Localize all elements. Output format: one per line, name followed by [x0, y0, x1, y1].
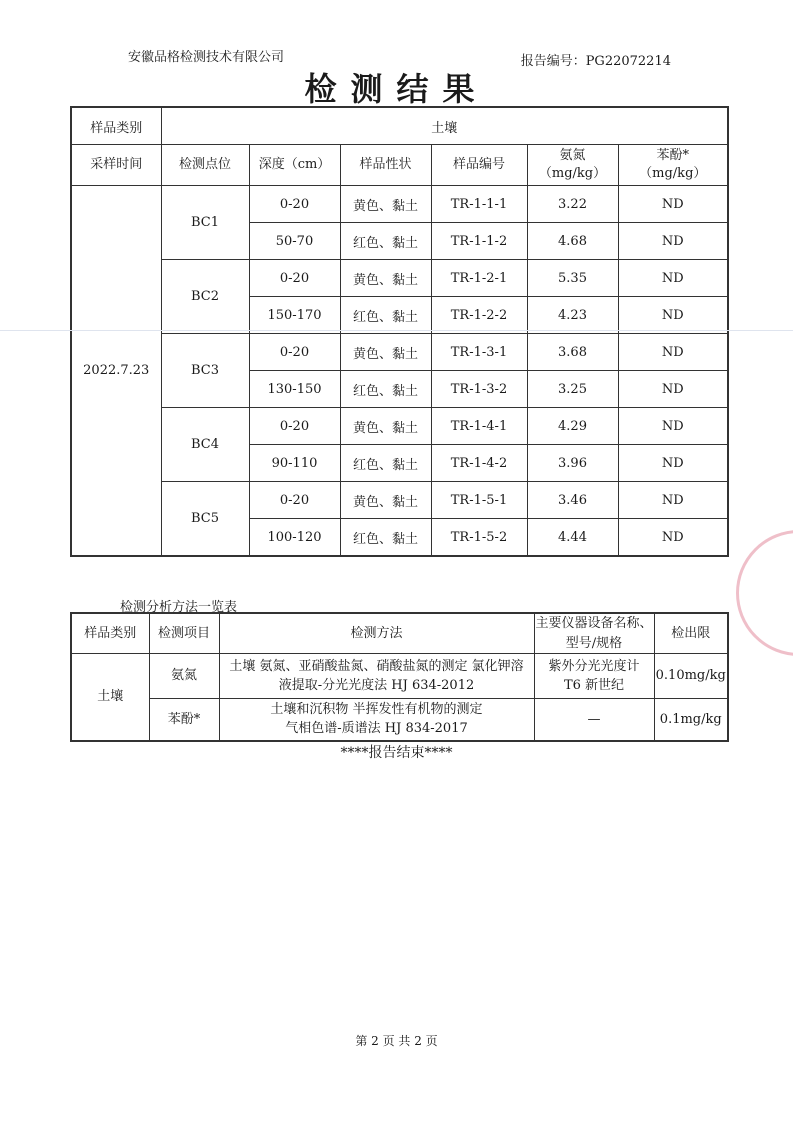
phenol-value-cell: ND — [618, 297, 728, 334]
col-header-point: 检测点位 — [161, 145, 249, 186]
ammonia-value-cell: 4.23 — [527, 297, 618, 334]
sample-no-cell: TR-1-4-2 — [431, 445, 527, 482]
col-header-nature: 样品性状 — [340, 145, 431, 186]
nature-cell: 黄色、黏土 — [340, 408, 431, 445]
company-name: 安徽品格检测技术有限公司 — [128, 50, 285, 65]
method-item-cell: 氨氮 — [149, 654, 219, 699]
method-text-cell — [219, 654, 534, 699]
depth-cell: 50-70 — [249, 223, 340, 260]
phenol-value-cell: ND — [618, 371, 728, 408]
phenol-value-cell: ND — [618, 445, 728, 482]
report-end-note: ****报告结束**** — [340, 745, 453, 761]
nature-cell: 红色、黏土 — [340, 445, 431, 482]
instrument-line2: T6 新世纪 — [563, 678, 625, 693]
results-table-body — [71, 107, 728, 556]
ammonia-value-cell: 4.29 — [527, 408, 618, 445]
phenol-value-cell: ND — [618, 223, 728, 260]
sample-no-cell: TR-1-1-2 — [431, 223, 527, 260]
ammonia-value-cell: 3.68 — [527, 334, 618, 371]
method-item-cell: 苯酚* — [149, 699, 219, 741]
phenol-label: 苯酚* — [656, 148, 690, 164]
depth-cell: 0-20 — [249, 334, 340, 371]
sample-no-cell: TR-1-5-2 — [431, 519, 527, 557]
phenol-value-cell: ND — [618, 408, 728, 445]
phenol-unit: （mg/kg） — [639, 166, 707, 181]
ammonia-value-cell: 3.25 — [527, 371, 618, 408]
ammonia-value-cell: 4.68 — [527, 223, 618, 260]
phenol-value-cell: ND — [618, 482, 728, 519]
ammonia-value-cell: 3.22 — [527, 186, 618, 223]
category-row — [71, 107, 728, 145]
company-seal-stamp — [736, 530, 793, 656]
sampling-point-cell: BC3 — [161, 334, 249, 408]
phenol-value-cell: ND — [618, 334, 728, 371]
page-title: 检测结果 — [304, 70, 489, 108]
method-line2: 气相色谱-质谱法 HJ 834-2017 — [285, 721, 468, 737]
methods-category-cell: 土壤 — [71, 654, 149, 741]
category-label: 样品类别 — [71, 107, 161, 145]
instrument-cell — [534, 654, 654, 699]
nature-cell: 红色、黏土 — [340, 371, 431, 408]
methods-header-item: 检测项目 — [149, 613, 219, 654]
phenol-value-cell: ND — [618, 519, 728, 557]
depth-cell: 100-120 — [249, 519, 340, 557]
sampling-point-cell: BC1 — [161, 186, 249, 260]
depth-cell: 90-110 — [249, 445, 340, 482]
instrument-cell — [534, 699, 654, 741]
methods-header-instrument — [534, 613, 654, 654]
instrument-line1: 紫外分光光度计 — [548, 658, 640, 674]
sampling-point-cell: BC5 — [161, 482, 249, 557]
limit-cell: 0.1mg/kg — [654, 699, 728, 741]
sample-no-cell: TR-1-4-1 — [431, 408, 527, 445]
method-line1: 土壤 氨氮、亚硝酸盐氮、硝酸盐氮的测定 氯化钾溶 — [229, 658, 524, 674]
instrument-line1: — — [587, 711, 601, 727]
depth-cell: 130-150 — [249, 371, 340, 408]
sampling-point-cell: BC2 — [161, 260, 249, 334]
data-row — [71, 186, 728, 223]
limit-cell: 0.10mg/kg — [654, 654, 728, 699]
nature-cell: 黄色、黏土 — [340, 186, 431, 223]
nature-cell: 黄色、黏土 — [340, 334, 431, 371]
results-table — [70, 106, 729, 557]
col-header-depth: 深度（cm） — [249, 145, 340, 186]
methods-header-method: 检测方法 — [219, 613, 534, 654]
nature-cell: 黄色、黏土 — [340, 260, 431, 297]
methods-row — [71, 699, 728, 741]
data-row — [71, 260, 728, 297]
depth-cell: 0-20 — [249, 408, 340, 445]
nature-cell: 红色、黏土 — [340, 297, 431, 334]
sampling-date-cell: 2022.7.23 — [71, 186, 161, 557]
methods-header-row — [71, 613, 728, 654]
methods-title: 检测分析方法一览表 — [120, 600, 238, 615]
report-number: 报告编号：PG22072214 — [520, 54, 671, 69]
column-header-row — [71, 145, 728, 186]
ammonia-value-cell: 5.35 — [527, 260, 618, 297]
method-line1: 土壤和沉积物 半挥发性有机物的测定 — [270, 701, 483, 717]
category-value: 土壤 — [161, 107, 728, 145]
depth-cell: 150-170 — [249, 297, 340, 334]
ammonia-value-cell: 4.44 — [527, 519, 618, 557]
method-line2: 液提取-分光光度法 HJ 634-2012 — [278, 678, 475, 693]
method-text-cell — [219, 699, 534, 741]
sample-no-cell: TR-1-5-1 — [431, 482, 527, 519]
page-number: 第 2 页 共 2 页 — [355, 1034, 438, 1048]
col-header-sample-no: 样品编号 — [431, 145, 527, 186]
scan-artifact-line — [0, 330, 793, 331]
col-header-date: 采样时间 — [71, 145, 161, 186]
instrument-header-line1: 主要仪器设备名称、 — [535, 616, 653, 631]
nature-cell: 黄色、黏土 — [340, 482, 431, 519]
ammonia-unit: （mg/kg） — [538, 166, 607, 181]
phenol-value-cell: ND — [618, 186, 728, 223]
instrument-header-line2: 型号/规格 — [565, 635, 623, 651]
sampling-point-cell: BC4 — [161, 408, 249, 482]
sample-no-cell: TR-1-2-2 — [431, 297, 527, 334]
sample-no-cell: TR-1-3-2 — [431, 371, 527, 408]
sample-no-cell: TR-1-2-1 — [431, 260, 527, 297]
phenol-value-cell: ND — [618, 260, 728, 297]
ammonia-label: 氨氮 — [559, 148, 586, 164]
col-header-phenol — [618, 145, 728, 186]
nature-cell: 红色、黏土 — [340, 519, 431, 557]
methods-row — [71, 654, 728, 699]
sample-no-cell: TR-1-3-1 — [431, 334, 527, 371]
methods-table — [70, 612, 729, 742]
data-row — [71, 334, 728, 371]
data-row — [71, 482, 728, 519]
nature-cell: 红色、黏土 — [340, 223, 431, 260]
ammonia-value-cell: 3.96 — [527, 445, 618, 482]
depth-cell: 0-20 — [249, 482, 340, 519]
depth-cell: 0-20 — [249, 186, 340, 223]
ammonia-value-cell: 3.46 — [527, 482, 618, 519]
methods-header-limit: 检出限 — [654, 613, 728, 654]
methods-header-category: 样品类别 — [71, 613, 149, 654]
col-header-ammonia — [527, 145, 618, 186]
depth-cell: 0-20 — [249, 260, 340, 297]
sample-no-cell: TR-1-1-1 — [431, 186, 527, 223]
data-row — [71, 408, 728, 445]
